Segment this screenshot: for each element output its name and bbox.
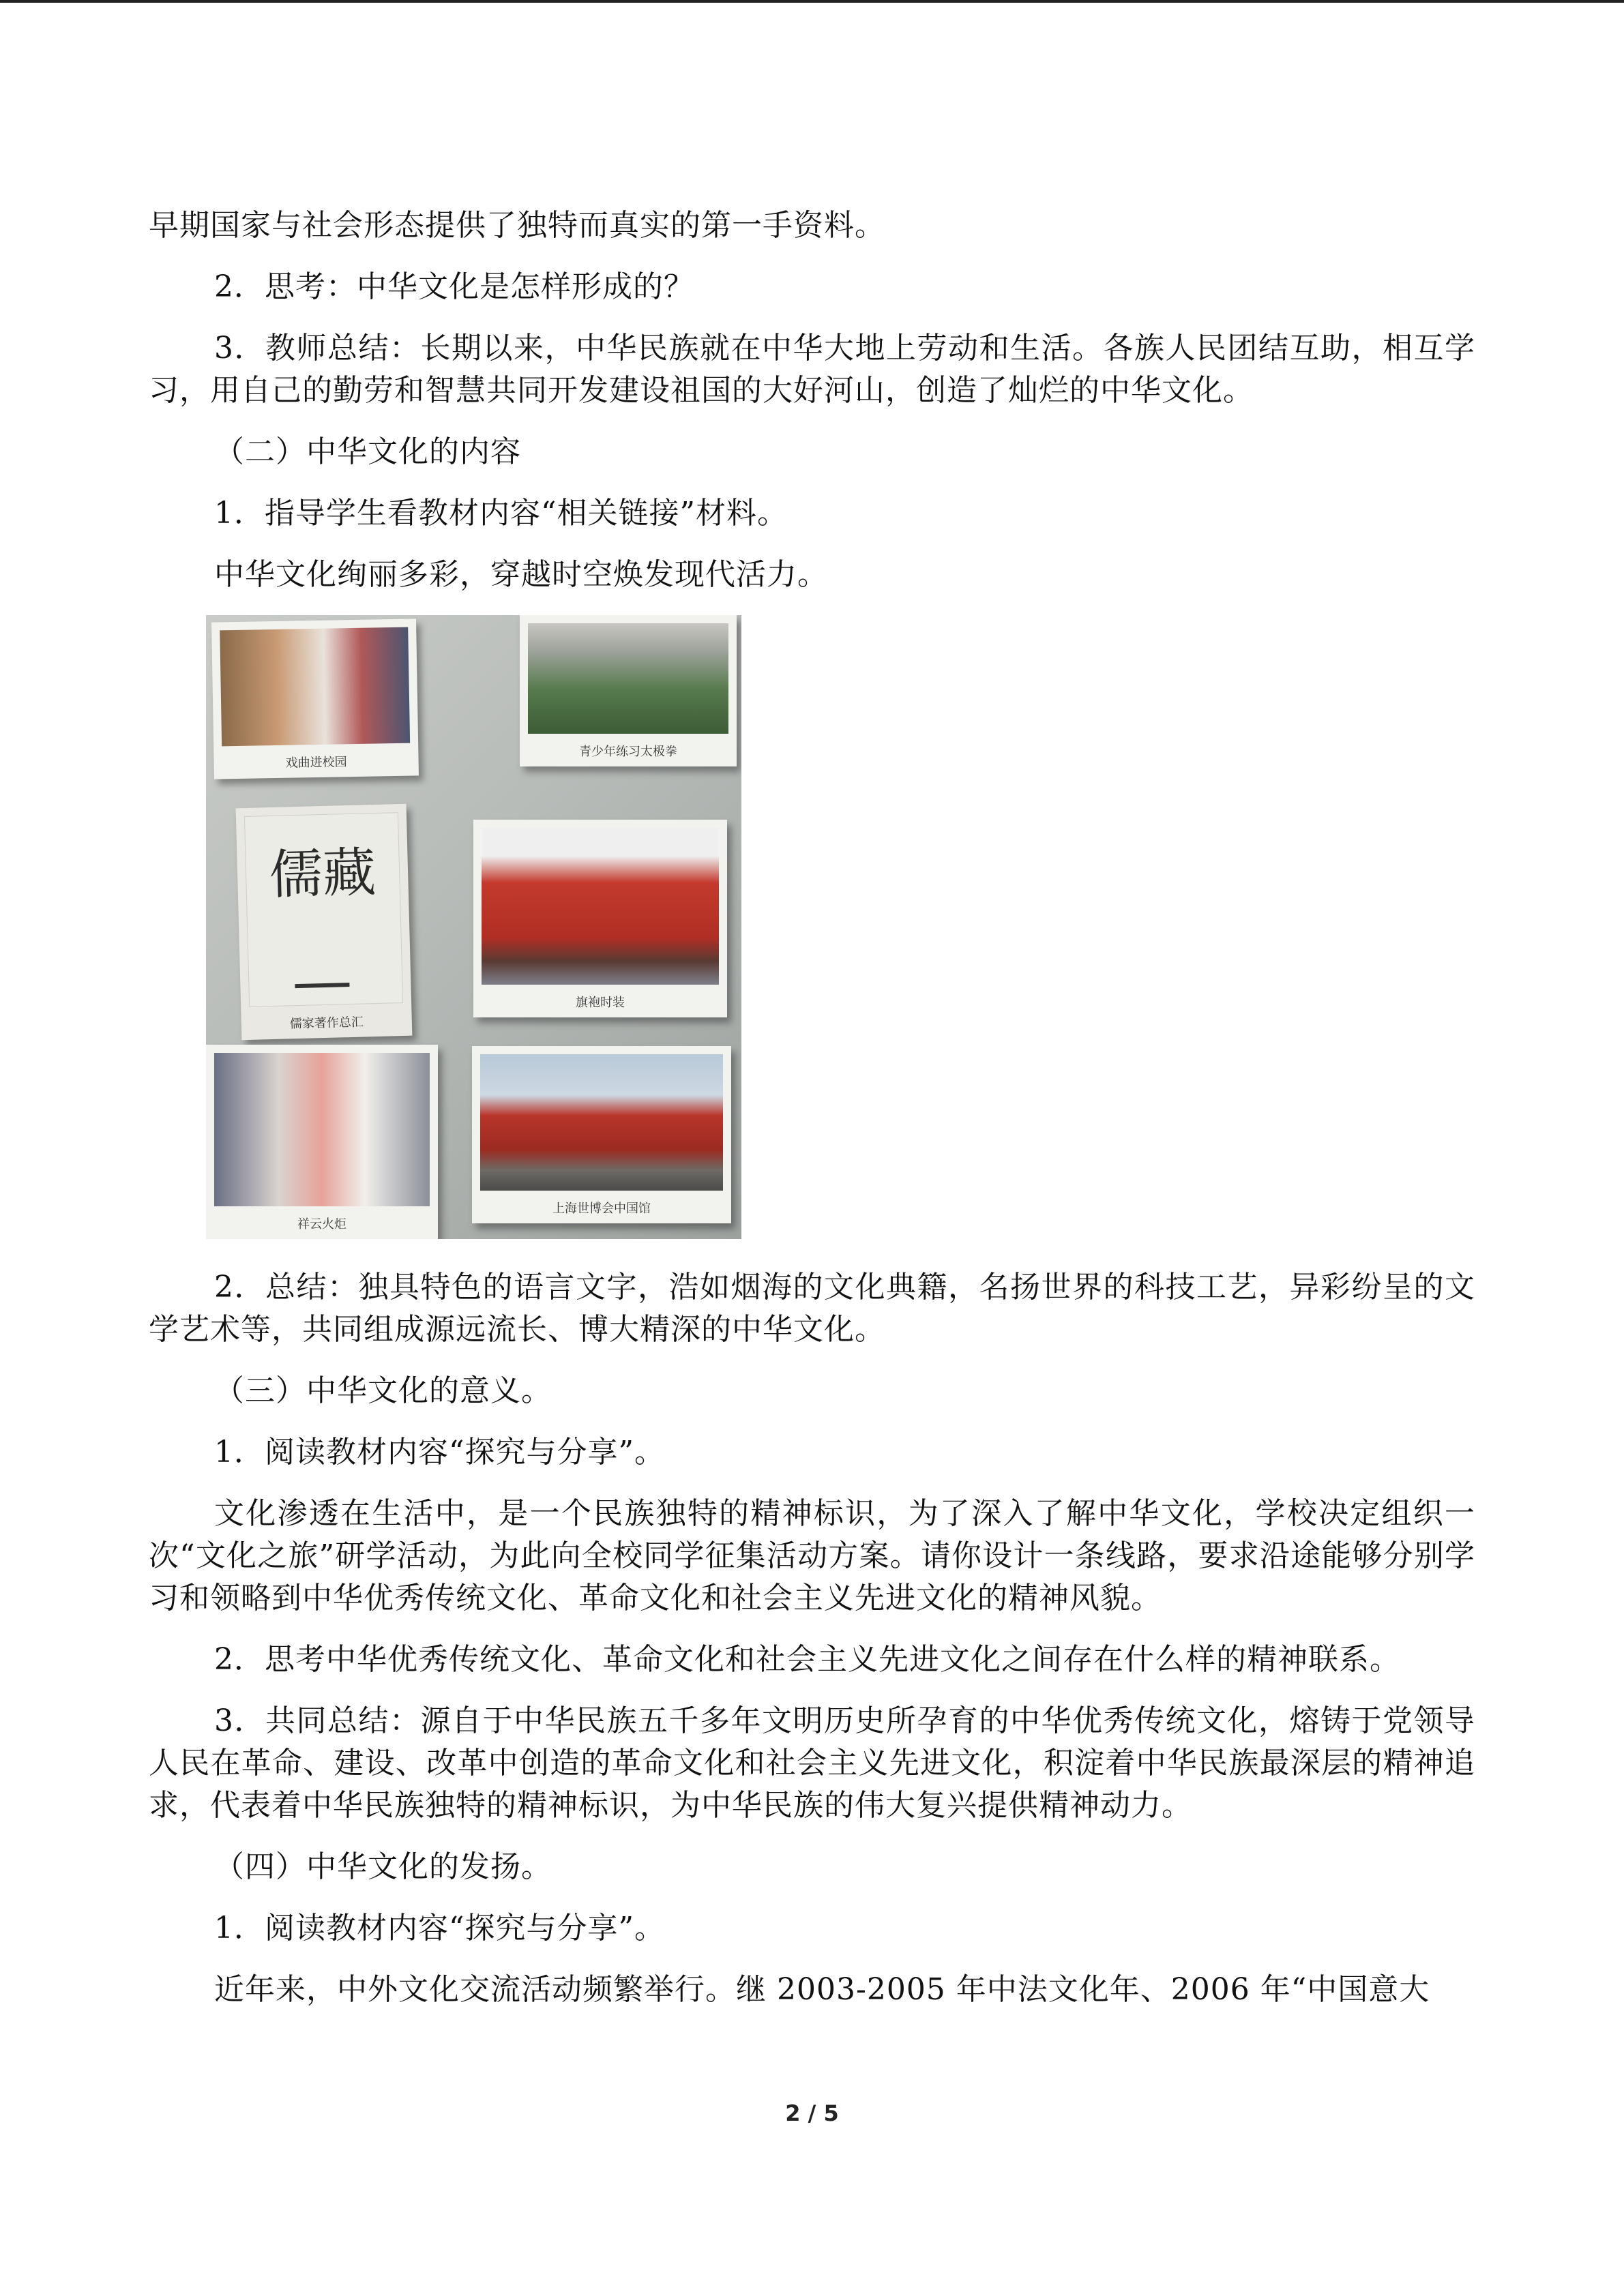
photo-taichi xyxy=(520,615,737,766)
document-page xyxy=(149,205,1475,2030)
paragraph: 中华文化绚丽多彩，穿越时空焕发现代活力。 xyxy=(214,557,828,592)
book-title: 儒藏 xyxy=(269,841,377,907)
paragraph: 2．思考：中华文化是怎样形成的？ xyxy=(214,269,694,304)
photo-qipao-fashion xyxy=(473,820,727,1017)
paragraph: 早期国家与社会形态提供了独特而真实的第一手资料。 xyxy=(149,208,885,243)
section-heading: （二）中华文化的内容 xyxy=(214,434,521,469)
paragraph: 近年来，中外文化交流活动频繁举行。继 2003-2005 年中法文化年、2006 年“中国意大 xyxy=(214,1972,1430,2007)
photo-opera-in-school xyxy=(211,618,419,779)
photo-caption: 旗袍时装 xyxy=(576,996,625,1010)
photo-caption: 青少年练习太极拳 xyxy=(579,745,677,759)
paragraph: 1．阅读教材内容“探究与分享”。 xyxy=(214,1911,665,1945)
paragraph: 3．教师总结：长期以来，中华民族就在中华大地上劳动和生活。各族人民团结互助，相互学习，用自己的勤劳和智慧共同开发建设祖国的大好河山，创造了灿烂的中华文化。 xyxy=(149,331,1475,408)
section-heading: （四）中华文化的发扬。 xyxy=(214,1849,552,1884)
photo-caption: 上海世博会中国馆 xyxy=(552,1202,651,1216)
photo-caption: 儒家著作总汇 xyxy=(289,1015,364,1032)
paragraph: 1．阅读教材内容“探究与分享”。 xyxy=(214,1435,665,1470)
photo-image xyxy=(480,1054,723,1191)
photo-confucian-canon xyxy=(236,804,413,1040)
photo-image xyxy=(220,627,410,747)
page-number: 2 / 5 xyxy=(785,2100,839,2126)
photo-olympic-torch xyxy=(206,1045,438,1239)
paragraph: 2．总结：独具特色的语言文字，浩如烟海的文化典籍，名扬世界的科技工艺，异彩纷呈的文学艺术等，共同组成源远流长、博大精深的中华文化。 xyxy=(149,1270,1475,1347)
paragraph: 1．指导学生看教材内容“相关链接”材料。 xyxy=(214,496,788,531)
photo-image xyxy=(528,623,728,734)
photo-image xyxy=(482,828,719,985)
paragraph: 2．思考中华优秀传统文化、革命文化和社会主义先进文化之间存在什么样的精神联系。 xyxy=(214,1642,1400,1677)
photo-caption: 戏曲进校园 xyxy=(285,755,347,771)
paragraph: 3．共同总结：源自于中华民族五千多年文明历史所孕育的中华优秀传统文化，熔铸于党领导人民在革命、建设、改革中创造的革命文化和社会主义先进文化，积淀着中华民族最深层的精神追求，代表着中华民族独特的精神标识，为中华民族的伟大复兴提供精神动力。 xyxy=(149,1703,1475,1823)
photo-caption: 祥云火炬 xyxy=(297,1217,346,1232)
paragraph: 文化渗透在生活中，是一个民族独特的精神标识，为了深入了解中华文化，学校决定组织一次“文化之旅”研学活动，为此向全校同学征集活动方案。请你设计一条线路，要求沿途能够分别学习和领略到中华优秀传统文化、革命文化和社会主义先进文化的精神风貌。 xyxy=(149,1496,1475,1615)
photo-image xyxy=(214,1053,430,1206)
photo-expo-china-pavilion xyxy=(472,1046,731,1223)
section-heading: （三）中华文化的意义。 xyxy=(214,1373,552,1408)
culture-photo-collage xyxy=(206,615,741,1239)
top-border xyxy=(0,0,1624,3)
